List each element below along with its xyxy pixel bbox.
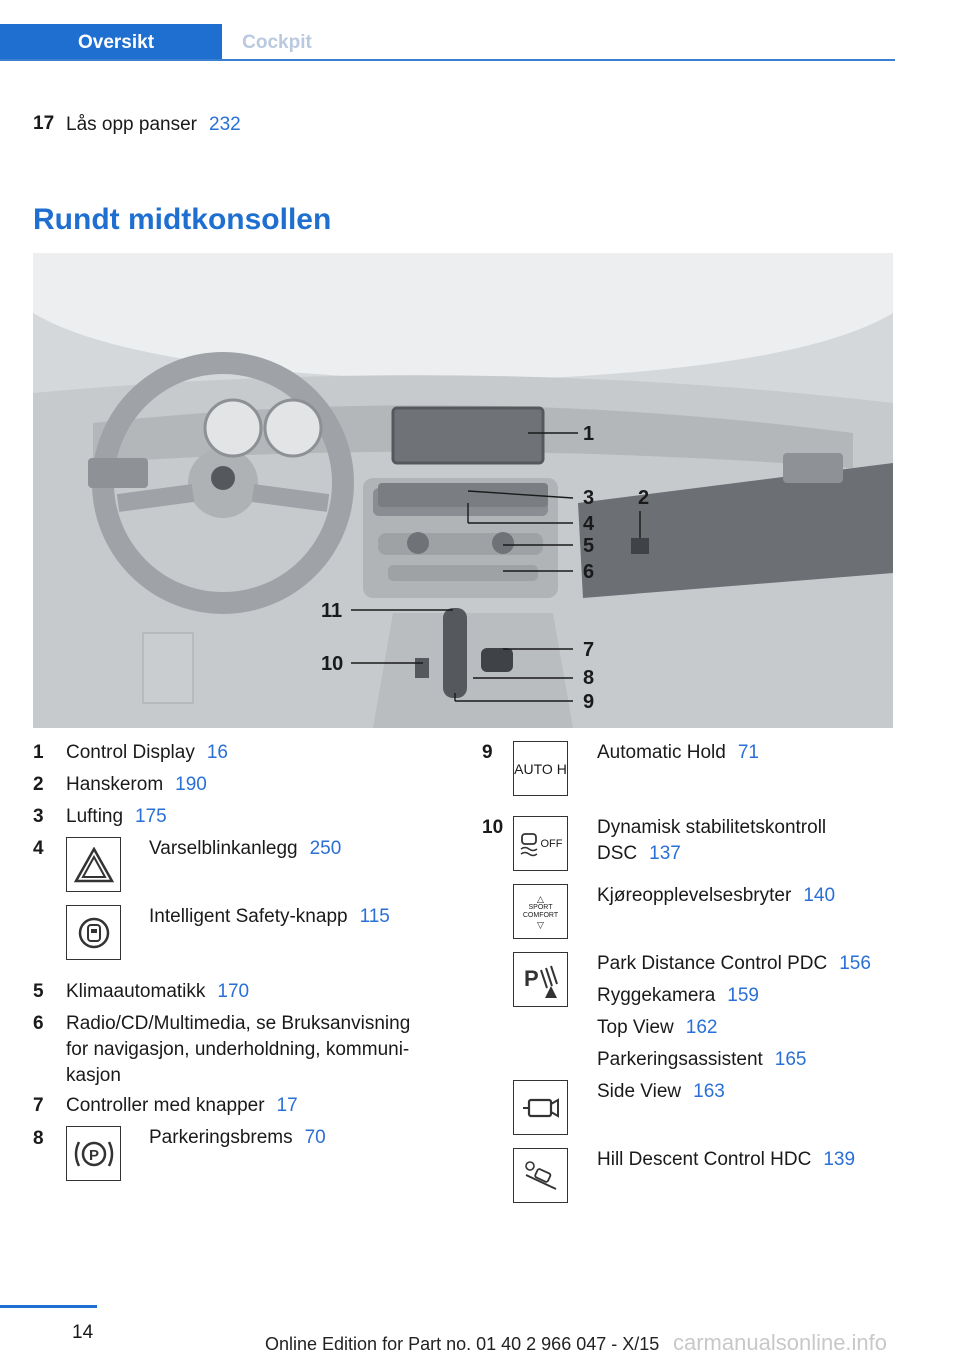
legend-label: Controller med knapper: [66, 1095, 265, 1116]
legend-item-automatic-hold: [597, 740, 759, 766]
callout-11: 11: [321, 600, 343, 622]
callout-7: 7: [583, 639, 595, 661]
page-link[interactable]: 156: [839, 953, 871, 974]
page-link[interactable]: 162: [685, 1017, 718, 1038]
triangle-down-icon: ▽: [537, 919, 544, 930]
page-link[interactable]: 170: [217, 981, 250, 1002]
legend-label: Hanskerom: [66, 774, 164, 795]
page-link[interactable]: 139: [823, 1149, 856, 1170]
legend-item-hanskerom: [66, 772, 207, 798]
legend-line: Dynamisk stabilitetskontroll: [597, 817, 827, 838]
item-number: 17: [33, 113, 55, 134]
legend-num-2: 2: [33, 774, 44, 795]
triangle-up-icon: △: [537, 893, 544, 904]
dsc-off-icon: [513, 816, 568, 871]
callout-1: 1: [583, 423, 595, 445]
page-link[interactable]: 159: [727, 985, 759, 1006]
legend-item-klimaautomatikk: [66, 979, 249, 1005]
legend-item-control-display: [66, 740, 228, 766]
watermark: carmanualsonline.info: [673, 1330, 888, 1355]
legend-item-pdc: [597, 951, 871, 977]
legend-num-5: 5: [33, 981, 44, 1002]
legend-item-varselblinkanlegg: [149, 836, 341, 862]
legend-label: Kjøreopplevelsesbryter: [597, 885, 792, 906]
page-link[interactable]: 140: [803, 885, 836, 906]
page-link[interactable]: 16: [206, 742, 228, 763]
legend-num-1: 1: [33, 742, 44, 763]
legend-num-6: 6: [33, 1013, 44, 1034]
svg-text:P: P: [523, 965, 539, 991]
icon-text: SPORT: [528, 903, 553, 911]
driving-experience-switch-icon: [513, 884, 568, 939]
tab-bar-rule: [0, 59, 895, 61]
legend-label: Parkeringsassistent: [597, 1049, 763, 1070]
legend-num-4: 4: [33, 838, 44, 859]
legend-item-dsc: [597, 815, 826, 867]
legend-label: Parkeringsbrems: [149, 1127, 293, 1148]
svg-text:P: P: [88, 1146, 99, 1164]
legend-item-parkeringsbrems: [149, 1125, 326, 1151]
parking-brake-icon: [66, 1126, 121, 1181]
page-link[interactable]: 17: [276, 1095, 298, 1116]
legend-item-lufting: [66, 804, 167, 830]
intelligent-safety-icon: [66, 905, 121, 960]
callout-9: 9: [583, 691, 595, 713]
hill-descent-control-icon: [513, 1148, 568, 1203]
page-link[interactable]: 115: [359, 906, 390, 927]
legend-item-hdc: [597, 1147, 855, 1173]
legend-group-parking: [597, 951, 871, 1073]
legend-label: Automatic Hold: [597, 742, 726, 763]
page-link[interactable]: 190: [175, 774, 207, 795]
page-link[interactable]: 175: [135, 806, 167, 827]
legend-item-intelligent-safety: [149, 904, 390, 930]
item-label-text: Lås opp panser: [66, 114, 197, 135]
footer-edition: Online Edition for Part no. 01 40 2 966 047 - X/15: [265, 1334, 660, 1354]
park-distance-control-icon: [513, 952, 568, 1007]
callout-10: 10: [321, 653, 344, 675]
page-link[interactable]: 250: [309, 838, 342, 859]
legend-num-8: 8: [33, 1128, 44, 1149]
legend-label: Top View: [597, 1017, 674, 1038]
footer-page-number: 14: [72, 1322, 94, 1343]
legend-line: kasjon: [66, 1065, 121, 1086]
footer-rule: [0, 1305, 97, 1308]
legend-label: Control Display: [66, 742, 195, 763]
legend-line: for navigasjon, underholdning, kommuni‐: [66, 1039, 410, 1060]
legend-num-3: 3: [33, 806, 44, 827]
legend-label: Intelligent Safety-knapp: [149, 906, 348, 927]
legend-label: Ryggekamera: [597, 985, 716, 1006]
page-link[interactable]: 70: [304, 1127, 326, 1148]
legend-label: Side View: [597, 1081, 682, 1102]
page-link[interactable]: 71: [737, 742, 759, 763]
legend-line: DSC: [597, 843, 638, 864]
legend-item-ryggekamera: [597, 983, 871, 1009]
icon-text: COMFORT: [522, 911, 559, 919]
callout-6: 6: [583, 561, 595, 583]
legend-item-radio: [66, 1011, 410, 1089]
page-link[interactable]: 163: [693, 1081, 725, 1102]
legend-label: Park Distance Control PDC: [597, 953, 828, 974]
legend-item-parkeringsassistent: [597, 1047, 871, 1073]
legend-item-side-view: [597, 1079, 725, 1105]
legend-num-9: 9: [482, 742, 493, 763]
page-link[interactable]: 232: [209, 114, 241, 135]
callout-8: 8: [583, 667, 595, 689]
auto-hold-icon: [513, 741, 568, 796]
legend-label: Lufting: [66, 806, 124, 827]
section-heading: Rundt midtkonsollen: [33, 203, 332, 236]
legend-item-kjoreopplevelsesbryter: [597, 883, 835, 909]
page-link[interactable]: 137: [649, 843, 681, 864]
callout-5: 5: [583, 535, 595, 557]
callout-3: 3: [583, 487, 595, 509]
icon-text: OFF: [540, 837, 563, 850]
side-view-camera-icon: [513, 1080, 568, 1135]
legend-label: Hill Descent Control HDC: [597, 1149, 812, 1170]
legend-num-10: 10: [482, 817, 504, 838]
dashboard-illustration: [33, 253, 893, 728]
legend-label: Varselblinkanlegg: [149, 838, 298, 859]
hazard-warning-icon: [66, 837, 121, 892]
page-link[interactable]: 165: [774, 1049, 807, 1070]
item-label: [66, 113, 241, 137]
tab-cockpit[interactable]: Cockpit: [242, 32, 312, 53]
tab-oversikt[interactable]: Oversikt: [0, 24, 222, 61]
legend-item-top-view: [597, 1015, 871, 1041]
legend-num-7: 7: [33, 1095, 44, 1116]
legend-label: Klimaautomatikk: [66, 981, 206, 1002]
callout-4: 4: [583, 513, 595, 535]
legend-item-controller: [66, 1093, 298, 1119]
callout-2: 2: [638, 487, 650, 509]
legend-line: Radio/CD/Multimedia, se Bruksanvisning: [66, 1013, 411, 1034]
section-tab-bar: [0, 24, 895, 61]
icon-text: AUTO H: [514, 760, 567, 777]
